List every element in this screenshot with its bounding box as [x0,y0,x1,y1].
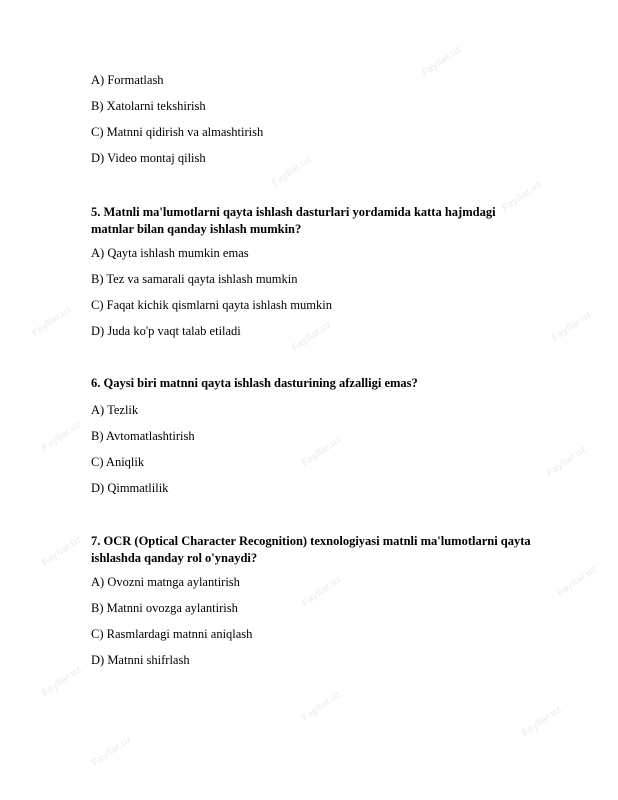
question-title-line: 7. OCR (Optical Character Recognition) texnologiyasi matnli ma'lumotlarni qayta [91,534,531,548]
answer-option: C) Matnni qidirish va almashtirish [91,125,264,139]
watermark-text: Fayllar.uz [300,688,344,725]
answer-option: C) Faqat kichik qismlarni qayta ishlash mumkin [91,298,332,312]
watermark-text: Fayllar.uz [300,573,344,610]
answer-option: B) Avtomatlashtirish [91,429,195,443]
answer-option: D) Video montaj qilish [91,151,206,165]
answer-option: B) Matnni ovozga aylantirish [91,601,238,615]
answer-option: D) Juda ko'p vaqt talab etiladi [91,324,241,338]
answer-option: B) Tez va samarali qayta ishlash mumkin [91,272,298,286]
answer-option: B) Xatolarni tekshirish [91,99,206,113]
question-title-line: ishlashda qanday rol o'ynaydi? [91,551,258,565]
watermark-text: Fayllar.uz [520,703,564,740]
answer-option: C) Rasmlardagi matnni aniqlash [91,627,253,641]
watermark-text: Fayllar.uz [545,443,589,480]
watermark-text: Fayllar.uz [30,303,74,340]
watermark-text: Fayllar.uz [40,533,84,570]
watermark-text: Fayllar.uz [550,308,594,345]
question-title-line: matnlar bilan qanday ishlash mumkin? [91,222,302,236]
watermark-text: Fayllar.uz [40,418,84,455]
answer-option: A) Formatlash [91,73,164,87]
question-title-line: 6. Qaysi biri matnni qayta ishlash dasturining afzalligi emas? [91,376,418,390]
answer-option: A) Qayta ishlash mumkin emas [91,246,249,260]
answer-option: A) Tezlik [91,403,139,417]
question-title-line: 5. Matnli ma'lumotlarni qayta ishlash dasturlari yordamida katta hajmdagi [91,205,496,219]
watermark-text: Fayllar.uz [500,178,544,215]
watermark-text: Fayllar.uz [90,733,134,770]
watermark-text: Fayllar.uz [270,153,314,190]
answer-option: C) Aniqlik [91,455,145,469]
answer-option: D) Matnni shifrlash [91,653,190,667]
watermark-text: Fayllar.uz [40,663,84,700]
answer-option: A) Ovozni matnga aylantirish [91,575,240,589]
watermark-text: Fayllar.uz [300,433,344,470]
watermark-text: Fayllar.uz [555,563,599,600]
watermark-text: Fayllar.uz [290,318,334,355]
watermark-text: Fayllar.uz [420,43,464,80]
answer-option: D) Qimmatlilik [91,481,169,495]
